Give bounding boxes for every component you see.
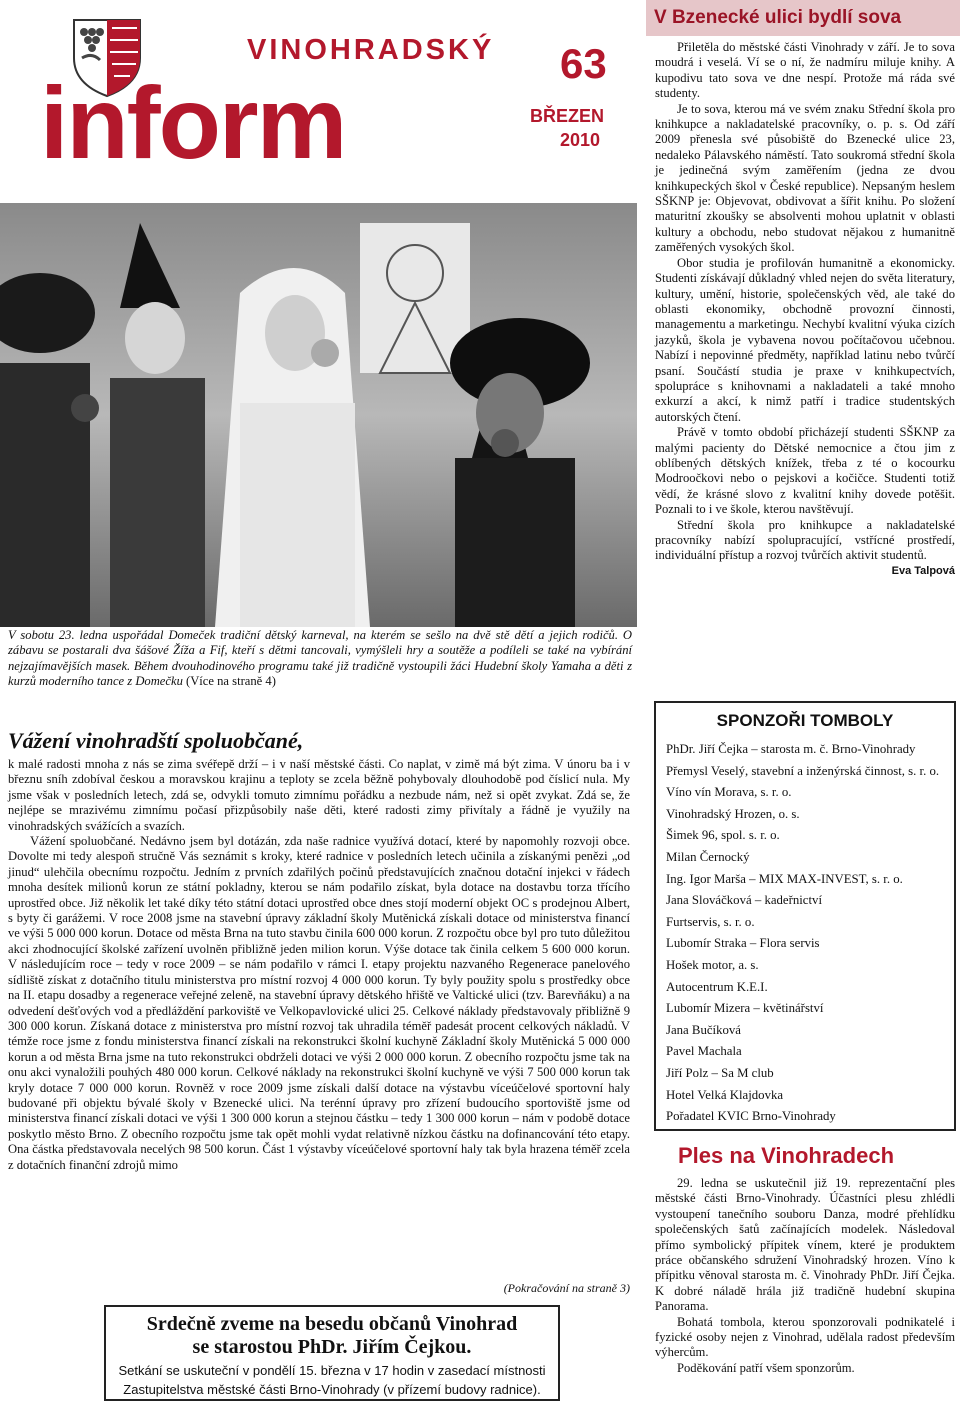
masthead bbox=[0, 0, 640, 200]
issue-number: 63 bbox=[560, 40, 607, 87]
list-item: Pavel Machala bbox=[666, 1044, 742, 1059]
invitation-detail: Setkání se uskuteční v pondělí 15. března v 17 hodin v zasedací místnosti bbox=[118, 1363, 546, 1378]
masthead-title-top: VINOHRADSKÝ bbox=[247, 34, 495, 66]
photo-children-carnival bbox=[0, 203, 637, 627]
list-item: Jiří Polz – Sa M club bbox=[666, 1065, 774, 1080]
sponsors-box bbox=[654, 701, 956, 1131]
ples-article-title: Ples na Vinohradech bbox=[678, 1143, 895, 1168]
letter-body bbox=[8, 757, 630, 1173]
list-item: Hošek motor, a. s. bbox=[666, 957, 759, 972]
sova-paragraph: Právě v tomto období přicházejí studenti SŠKNP za malými pacienty do Dětské nemocnice a čtou jim z oblíbených dětských knížek, třeba z té o kocourku Modroočkovi nebo o pejskovi a kočičce. Studenti totiž vědí, že krásné slovo z kvalitní knihy dovede potěšit. Poznali to i ve škole, kterou navštěvují. bbox=[655, 425, 955, 517]
invitation-headline: Srdečně zveme na besedu občanů Vinohrad bbox=[146, 1313, 518, 1335]
list-item: Hotel Velká Klajdovka bbox=[666, 1087, 784, 1102]
letter-paragraph: k malé radosti mnoha z nás se zima svéřepě drží – i v naší městské části. Co naplat, v zimě má být zima. V únoru ba i v březnu sníh zdobíval českou a moravskou krajinu a teploty se zcela běžně pohybovaly dlouhodobě pod číslicí nula. My jsme však v posledních letech, zdá se, odvykli tomuto zimnímu pořádku a nezbude nám, než si opět zvykat. Zdá se, že nejlépe se mrazivému zimnímu počasí přizpůsobily naše děti, které radosti zimy přivítaly a řádně je využily na vinohradských svážících a svazích. bbox=[8, 757, 630, 833]
list-item: Lubomír Straka – Flora servis bbox=[666, 936, 820, 951]
invitation-detail-2: Zastupitelstva městské části Brno-Vinohrady (v přízemí budovy radnice). bbox=[123, 1382, 541, 1397]
list-item: PhDr. Jiří Čejka – starosta m. č. Brno-Vinohrady bbox=[666, 742, 916, 756]
letter-greeting: Vážení vinohradští spoluobčané, bbox=[8, 728, 304, 753]
list-item: Autocentrum K.E.I. bbox=[666, 979, 768, 994]
author-signature: Eva Talpová bbox=[891, 564, 955, 577]
continued-note: (Pokračování na straně 3) bbox=[503, 1281, 630, 1295]
ples-article-body bbox=[655, 1176, 955, 1376]
list-item: Šimek 96, spol. s. r. o. bbox=[666, 828, 780, 843]
ples-paragraph: 29. ledna se uskutečnil již 19. reprezentační ples městské části Brno-Vinohrady. Účastníci plesu zhlédli vystoupení tanečního souboru Danza, modré přehlídku společenských šatů začínajících modelek. Následoval přímo symbolický přípitek vínem, které je produktem práce občanského sdružení Vinohradský hrozen. Víno k přípitku věnoval starosta m. č. Vinohrady PhDr. Jiří Čejka. K dobré náladě hrála již tradičně hudební skupina Panorama. bbox=[655, 1176, 955, 1314]
sova-paragraph-last: Střední škola pro knihkupce a nakladatelské pracovníky nabízí spolupracující, vstřícné prostředí, individuální přístup a rozvoj tvůrčích aktivit studentů. bbox=[655, 517, 955, 563]
caption-ref: (Více na straně 4) bbox=[182, 674, 276, 689]
list-item: Furtservis, s. r. o. bbox=[666, 914, 755, 929]
sponsors-list bbox=[666, 739, 939, 1128]
sova-paragraph: Obor studia je profilován humanitně a ekonomicky. Studenti získávají důkladný vhled nejen do světa literatury, kultury, umění, historie, společenských věd, ale také do oblasti ekonomiky, obchodně provozní činnosti, managementu a marketingu. Nechybí kvalitní výuka cizích jazyků, škola je vybavena novou počítačovou učebnou. Nabízí i nepovinné předměty, například latinu nebo tvůrčí psaní. Součástí studia je praxe v knihkupectvích, spolupráce s knihovnami a nakladateli a také mnoho exkurzí a akcí, k nimž patří i tradice studentských autorských čtení. bbox=[655, 255, 955, 424]
caption-text: V sobotu 23. ledna uspořádal Domeček tradiční dětský karneval, na kterém se sešlo na dvě stě dětí a jejich rodičů. O zábavu se postarali dva šášové Žíža a Fif, kteří s dětmi tancovali, vymýšleli hry a soutěže a podíleli se také na vybírání nejzajímavějších masek. Během dvouhodinového programu také již tradičně vystoupili žáci Hudební školy Yamaha a děti z kurzů moderního tance z Domečku bbox=[8, 628, 632, 689]
list-item: Lubomír Mizera – květinářství bbox=[666, 1001, 824, 1016]
photo-caption bbox=[8, 628, 632, 690]
ples-paragraph: Poděkování patří všem sponzorům. bbox=[677, 1360, 855, 1375]
list-item: Pořadatel KVIC Brno-Vinohrady bbox=[666, 1109, 836, 1124]
sova-paragraph: Je to sova, kterou má ve svém znaku Střední škola pro knihkupce a nakladatelské pracovníky, o. p. s. Od září 2009 přenesla své působiště do Bzenecké ulice 23, nedaleko Pálavského náměstí. Tato soukromá střední škola je jedinečná svým zaměřením (jedna ze dvou knihkupeckých škol v České republice). Nepsaným heslem SŠKNP je: Objevovat, obdivovat a šířit knihu. Po složení maturitní zkoušky se absolventi mohou uplatnit v oblasti kultury a obchodu, nebo studovat nějakou z humanitně zaměřených vysokých škol. bbox=[655, 101, 955, 255]
list-item: Přemysl Veselý, stavební a inženýrská činnost, s. r. o. bbox=[666, 763, 940, 778]
sova-article-title: V Bzenecké ulici bydlí sova bbox=[646, 0, 960, 36]
invitation-headline-2: se starostou PhDr. Jiřím Čejkou. bbox=[192, 1336, 472, 1358]
list-item: Jana Bučíková bbox=[666, 1022, 741, 1037]
issue-year: 2010 bbox=[560, 130, 601, 150]
sova-paragraph: Přiletěla do městské části Vinohrady v září. Je to sova moudrá i veselá. Ví se o ní, že nadmíru miluje knihy. A kupodivu tato sova ve dne nespí. Protože má ráda své studenty. bbox=[655, 40, 955, 101]
list-item: Ing. Igor Marša – MIX MAX-INVEST, s. r. o. bbox=[666, 871, 903, 886]
list-item: Vinohradský Hrozen, o. s. bbox=[666, 806, 800, 821]
ples-paragraph: Bohatá tombola, kterou sponzorovali podnikatelé i fyzické osoby nejen z Vinohrad, udělala radost především výhercům. bbox=[655, 1314, 955, 1360]
invitation-box bbox=[104, 1305, 560, 1401]
list-item: Víno vín Morava, s. r. o. bbox=[666, 785, 792, 800]
letter-paragraph: Vážení spoluobčané. Nedávno jsem byl dotázán, zda naše radnice využívá dotací, které by napomohly rozvoji obce. Dovolte mi tedy alespoň stručně Vás seznámit s kroky, které radnice v posledních letech učinila a získanými penězi „od jinud“ ulehčila obecnímu rozpočtu. Jedním z prvních zdařilých počinů představujících značnou dotační injekci v řádech mnoha desítek milionů korun ze státní pokladny, kterou se nám podařilo získat, byla dotace na dostavbu torza třícího uprostřed obce. Již několik let také díky této státní dotaci uprostřed obce dnes stojí moderní objekt OC s prodejnou Albert, s byty či garážemi. V roce 2008 jsme na stavební úpravy základní školy Mutěnická získali dotace od ministerstva financí ve výši 5 000 000 korun. Dotace od města Brna na tuto stavbu činila 600 000 korun. Z rozpočtu obce byl pro tuto důležitou akci zhodnocující školské zařízení uvolněn přibližně jeden milion korun. Výše dotace tak činila celkem 5 600 000 korun. V následujícím roce – tedy v roce 2009 – se nám podařilo v rámci I. etapy projektu nazvaného Regenerace panelového sídliště získat z dotačního titulu ministerstva pro místní rozvoj 4 000 000 korun. Ty byly použity spolu s prostředky obce na II. etapu dosadby a regenerace veřejné zeleně, na stavební úpravy dětského hřiště ve Valtické ulici (tzv. Barevňáku) a na odvedení dešťových vod a předláždění parkoviště ve Velkopavlovické ulici 25. Celkové náklady představovaly přibližně 9 300 000 korun. Získaná dotace z ministerstva pro místní rozvoj tak uhradila téměř padesát procent celkových nákladů. V témže roce jsme z fondu ministerstva financí získali na rekonstrukci školní kuchyně Základní školy Mutěnická 5 000 000 korun a od města Brna jsme na tuto rekonstrukci obdrželi dotaci ve výši 2 000 000 korun. Z obecního rozpočtu jsme tak na onu akci vynaložili pouhých 480 000 korun. Celkové náklady na rekonstrukci školní kuchyně ve výši 7 500 000 korun tak kryly dotace 7 000 000 korun. Rovněž v roce 2009 jsme získali další dotace na výstavbu víceúčelové sportovní haly budované při objektu bývalé školy v Bzenecké ulici. Na terénní úpravy pro zřízení budoucího sportoviště jsme od ministerstva financí získali dotaci ve výši 1 300 000 korun a stejnou částku – tedy 1 300 000 korun – nám v podobě dotace poskytlo město Brno. Z obecního rozpočtu jsme tak opět mohli vydat relativně nízkou částku na dofinancování této etapy. Ona částka představovala necelých 98 500 korun. Část 1 výstavby víceúčelové sportovní haly tak byla hrazena téměř zcela z dotačních finanční zdrojů mimo bbox=[8, 834, 630, 1172]
sova-paragraph bbox=[655, 517, 955, 577]
list-item: Milan Černocký bbox=[666, 849, 750, 864]
sova-article-body bbox=[655, 40, 955, 579]
sponsors-title: SPONZOŘI TOMBOLY bbox=[716, 711, 894, 730]
list-item: Jana Slováčková – kadeřnictví bbox=[666, 893, 822, 908]
masthead-title-big: inform bbox=[40, 66, 346, 180]
issue-month: BŘEZEN bbox=[530, 106, 605, 126]
